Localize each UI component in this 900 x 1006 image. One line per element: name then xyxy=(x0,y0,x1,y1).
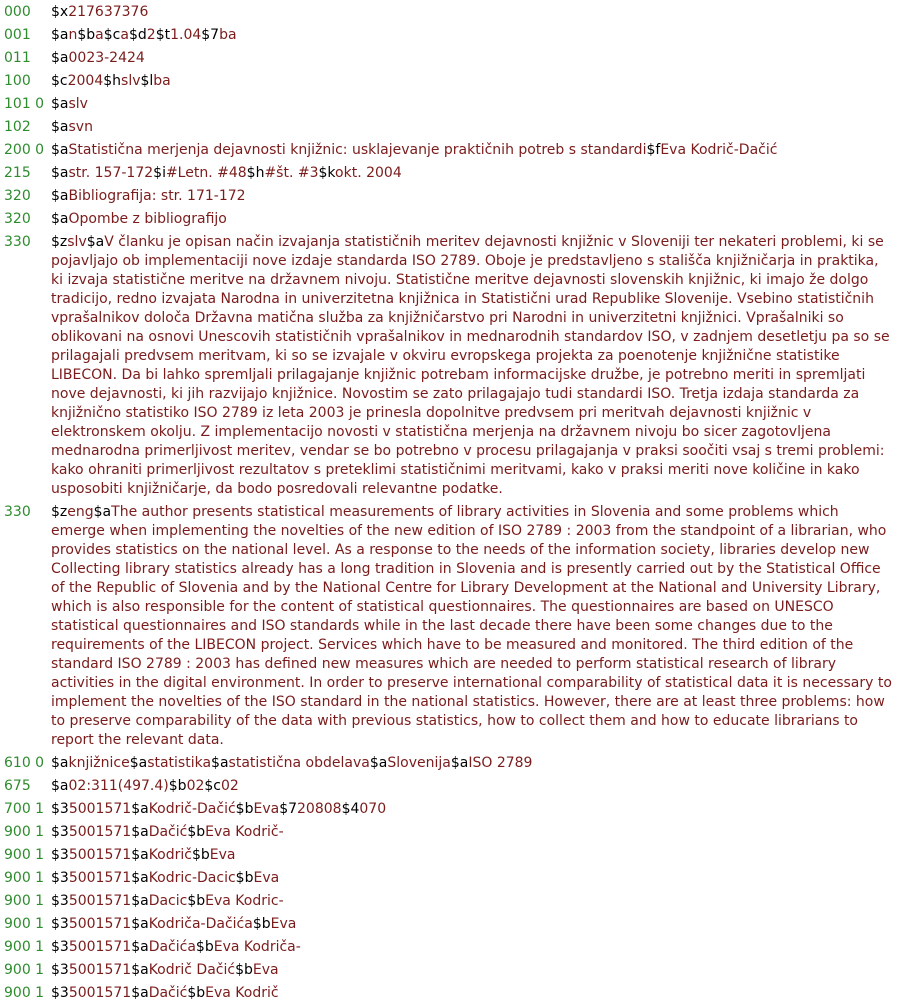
record-field xyxy=(0,233,900,499)
field-tag: 011 xyxy=(4,50,31,66)
subfield-value: 5001571 xyxy=(68,801,132,817)
record-field xyxy=(0,984,900,1003)
subfield-value: 070 xyxy=(359,801,387,817)
subfield-code: $a xyxy=(450,755,469,771)
subfield-code: $h xyxy=(103,73,122,89)
field-tag: 700 1 xyxy=(4,801,45,817)
subfield-code: $a xyxy=(131,939,149,955)
field-content xyxy=(51,846,900,865)
field-tag: 900 1 xyxy=(4,893,45,909)
field-tag: 675 xyxy=(4,778,31,794)
field-content xyxy=(51,233,900,499)
subfield-code: $3 xyxy=(51,870,69,886)
subfield-code: $a xyxy=(51,96,69,112)
field-content xyxy=(51,503,900,750)
subfield-code: $a xyxy=(51,165,69,181)
record-field xyxy=(0,503,900,750)
subfield-code: $a xyxy=(86,234,105,250)
subfield-code: $h xyxy=(246,165,265,181)
field-content xyxy=(51,72,900,91)
subfield-value: Dačića xyxy=(148,939,196,955)
subfield-value: Bibliografija: str. 171-172 xyxy=(68,188,246,204)
record-field xyxy=(0,800,900,819)
subfield-code: $a xyxy=(131,870,149,886)
field-tag: 900 1 xyxy=(4,870,45,886)
field-content xyxy=(51,95,900,114)
record-field xyxy=(0,869,900,888)
subfield-code: $a xyxy=(369,755,388,771)
subfield-value: 02:311(497.4) xyxy=(68,778,169,794)
subfield-value: #št. #3 xyxy=(264,165,319,181)
field-tag: 102 xyxy=(4,119,31,135)
field-content xyxy=(51,892,900,911)
subfield-value: 5001571 xyxy=(68,985,132,1001)
record-field xyxy=(0,892,900,911)
field-tag: 200 0 xyxy=(4,142,45,158)
subfield-value: Eva Kodriča- xyxy=(213,939,301,955)
field-content xyxy=(51,49,900,68)
field-tag: 610 0 xyxy=(4,755,45,771)
subfield-code: $b xyxy=(235,801,254,817)
subfield-value: Eva Kodrič-Dačić xyxy=(660,142,778,158)
subfield-code: $a xyxy=(211,755,229,771)
subfield-value: Slovenija xyxy=(387,755,451,771)
subfield-value: Dačić xyxy=(148,985,188,1001)
subfield-code: $3 xyxy=(51,985,69,1001)
field-content xyxy=(51,141,900,160)
subfield-code: $l xyxy=(140,73,154,89)
record-field xyxy=(0,49,900,68)
subfield-code: $k xyxy=(318,165,336,181)
subfield-value: Eva Kodrič xyxy=(205,985,279,1001)
subfield-code: $3 xyxy=(51,962,69,978)
subfield-code: $b xyxy=(187,985,206,1001)
field-content xyxy=(51,984,900,1003)
subfield-code: $c xyxy=(204,778,221,794)
subfield-code: $b xyxy=(195,939,214,955)
subfield-code: $a xyxy=(131,893,149,909)
subfield-code: $3 xyxy=(51,801,69,817)
record-field xyxy=(0,938,900,957)
subfield-value: 217637376 xyxy=(68,4,149,20)
record-field xyxy=(0,141,900,160)
subfield-code: $b xyxy=(77,27,96,43)
subfield-code: $i xyxy=(153,165,166,181)
record-field xyxy=(0,95,900,114)
subfield-value: #Letn. #48 xyxy=(165,165,247,181)
subfield-value: knjižnice xyxy=(68,755,130,771)
subfield-code: $b xyxy=(187,824,206,840)
field-content xyxy=(51,938,900,957)
subfield-code: $3 xyxy=(51,824,69,840)
subfield-value: 5001571 xyxy=(68,893,132,909)
subfield-value: Eva xyxy=(252,962,279,978)
subfield-value: Kodrič Dačić xyxy=(148,962,236,978)
field-content xyxy=(51,777,900,796)
subfield-code: $3 xyxy=(51,847,69,863)
subfield-value: ISO 2789 xyxy=(468,755,533,771)
subfield-value: Eva xyxy=(209,847,236,863)
subfield-code: $b xyxy=(187,893,206,909)
field-content xyxy=(51,915,900,934)
field-tag: 000 xyxy=(4,4,31,20)
subfield-code: $x xyxy=(51,4,69,20)
record-field xyxy=(0,823,900,842)
field-content xyxy=(51,187,900,206)
subfield-code: $c xyxy=(103,27,121,43)
subfield-value: V članku je opisan način izvajanja statističnih meritev dejavnosti knjižnic v Sloveniji ter nekateri problemi, ki se pojavljajo ob implementaciji nove izdaje standarda ISO 2789. Oboje je predstavljeno s stališča knjižničarja in praktika, ki izvaja statistične meritve na državnem nivoju. Statistične meritve dejavnosti slovenskih knjižnic, ki imajo že dolgo tradicijo, redno izvajata Narodna in univerzitetna knjižnica in Statistični urad Republike Slovenije. Vsebino statističnih vprašalnikov določa Državna matična služba za knjižničarstvo pri Narodni in univerzitetni knjižnici. Vprašalniki so oblikovani na osnovi Unescovih statističnih vprašalnikov in mednarodnih standardov ISO, v zadnjem desetletju pa so se prilagajali predvsem meritvam, ki so se izvajale v okviru evropskega projekta za poenotenje knjižnične statistike LIBECON. Da bi lahko spremljali prilagajanje knjižnic potrebam informacijske družbe, je potrebno meriti in spremljati nove dejavnosti, ki jih razvijajo knjižnice. Novostim se zato prilagajajo tudi standardi ISO. Tretja izdaja standarda za knjižnično statistiko ISO 2789 iz leta 2003 je prinesla dopolnitve predvsem pri meritvah dejavnosti knjižnic v elektronskem okolju. Z implementacijo novosti v statistična merjenja na državnem nivoju bo sicer zagotovljena mednarodna primerljivost meritev, vendar se bo potrebno v procesu prilagajanja v praksi soočiti vsaj s tremi problemi: kako ohraniti primerljivost rezultatov s preteklimi statističnimi meritvami, kako v praksi meriti nove količine in kako usposobiti knjižničarje, da bodo posredovali relevantne podatke. xyxy=(51,234,890,497)
subfield-value: Eva xyxy=(253,870,280,886)
subfield-value: 0023-2424 xyxy=(68,50,145,66)
subfield-code: $d xyxy=(128,27,147,43)
field-tag: 900 1 xyxy=(4,824,45,840)
subfield-value: Opombe z bibliografijo xyxy=(68,211,227,227)
subfield-code: $b xyxy=(235,870,254,886)
field-content xyxy=(51,118,900,137)
subfield-code: $a xyxy=(131,824,149,840)
subfield-code: $b xyxy=(235,962,253,978)
record-field xyxy=(0,3,900,22)
field-tag: 900 1 xyxy=(4,916,45,932)
subfield-value: Kodrič xyxy=(148,847,192,863)
subfield-code: $a xyxy=(51,27,69,43)
subfield-code: $3 xyxy=(51,916,69,932)
field-content xyxy=(51,3,900,22)
subfield-value: statistična obdelava xyxy=(228,755,370,771)
subfield-value: Kodriča-Dačića xyxy=(148,916,253,932)
field-tag: 100 xyxy=(4,73,31,89)
field-tag: 320 xyxy=(4,188,31,204)
subfield-value: 02 xyxy=(221,778,239,794)
field-content xyxy=(51,961,900,980)
subfield-value: The author presents statistical measurements of library activities in Slovenia and some problems which emerge when implementing the novelties of the new edition of ISO 2789 : 2003 from the standpoint of a librarian, who provides statistics on the national level. As a response to the needs of the information society, libraries develop new Collecting library statistics already has a long tradition in Slovenia and is presently carried out by the Statistical Office of the Republic of Slovenia and by the National Centre for Library Development at the National and University Library, which is also responsible for the content of statistical questionnaires. The questionnaires are based on UNESCO statistical questionnaires and ISO standards while in the last decade there have been some changes due to the requirements of the LIBECON project. Services which have to be measured and monitored. The third edition of the standard ISO 2789 : 2003 has defined new measures which are needed to perform statistical research of library activities in the digital environment. In order to preserve international comparability of statistical data it is necessary to implement the novelties of the ISO standard in the national statistics. However, there are at least three problems: how to preserve comparability of the data with previous statistics, how to collect them and how to educate librarians to report the relevant data. xyxy=(51,504,892,748)
record-field xyxy=(0,961,900,980)
subfield-code: $4 xyxy=(341,801,360,817)
field-tag: 900 1 xyxy=(4,985,45,1001)
field-tag: 900 1 xyxy=(4,847,45,863)
field-content xyxy=(51,26,900,45)
subfield-value: 5001571 xyxy=(68,916,132,932)
subfield-value: str. 157-172 xyxy=(68,165,154,181)
subfield-value: Eva Kodrič- xyxy=(205,824,284,840)
subfield-code: $7 xyxy=(201,27,220,43)
field-content xyxy=(51,800,900,819)
subfield-value: n xyxy=(68,27,78,43)
subfield-code: $c xyxy=(51,73,68,89)
subfield-code: $a xyxy=(131,801,149,817)
subfield-code: $a xyxy=(51,50,69,66)
subfield-code: $f xyxy=(646,142,661,158)
record-field xyxy=(0,915,900,934)
field-tag: 101 0 xyxy=(4,96,45,112)
field-tag: 900 1 xyxy=(4,962,45,978)
field-content xyxy=(51,164,900,183)
subfield-code: $a xyxy=(51,778,69,794)
field-tag: 900 1 xyxy=(4,939,45,955)
field-content xyxy=(51,210,900,229)
record-field xyxy=(0,210,900,229)
subfield-value: 5001571 xyxy=(68,847,132,863)
subfield-value: 20808 xyxy=(297,801,342,817)
field-tag: 215 xyxy=(4,165,31,181)
subfield-code: $b xyxy=(191,847,210,863)
subfield-value: ba xyxy=(219,27,237,43)
field-tag: 330 xyxy=(4,234,31,250)
record-field xyxy=(0,754,900,773)
subfield-value: slv xyxy=(68,96,88,112)
subfield-value: 5001571 xyxy=(68,962,132,978)
subfield-value: Dačić xyxy=(148,824,188,840)
field-tag: 330 xyxy=(4,504,31,520)
subfield-code: $b xyxy=(168,778,187,794)
subfield-value: Eva xyxy=(270,916,297,932)
subfield-value: eng xyxy=(67,504,94,520)
subfield-code: $a xyxy=(51,755,69,771)
subfield-code: $z xyxy=(51,504,68,520)
subfield-value: 5001571 xyxy=(68,939,132,955)
record-field xyxy=(0,846,900,865)
field-content xyxy=(51,754,900,773)
field-tag: 320 xyxy=(4,211,31,227)
subfield-value: 5001571 xyxy=(68,870,132,886)
subfield-code: $a xyxy=(131,847,149,863)
record-field xyxy=(0,187,900,206)
subfield-code: $3 xyxy=(51,893,69,909)
subfield-value: slv xyxy=(67,234,87,250)
subfield-value: 02 xyxy=(186,778,205,794)
subfield-code: $b xyxy=(252,916,271,932)
field-content xyxy=(51,869,900,888)
subfield-code: $a xyxy=(129,755,148,771)
field-content xyxy=(51,823,900,842)
subfield-value: Dacic xyxy=(148,893,188,909)
subfield-code: $7 xyxy=(279,801,298,817)
subfield-value: 2004 xyxy=(67,73,104,89)
field-tag: 001 xyxy=(4,27,31,43)
subfield-value: a xyxy=(120,27,129,43)
record-field xyxy=(0,26,900,45)
subfield-code: $a xyxy=(93,504,112,520)
subfield-value: Kodrič-Dačić xyxy=(148,801,236,817)
subfield-value: Eva xyxy=(253,801,280,817)
subfield-code: $a xyxy=(131,916,149,932)
subfield-value: statistika xyxy=(147,755,212,771)
subfield-code: $a xyxy=(51,188,69,204)
record-field xyxy=(0,72,900,91)
subfield-value: svn xyxy=(68,119,93,135)
subfield-code: $a xyxy=(51,142,69,158)
subfield-value: a xyxy=(95,27,104,43)
record-field xyxy=(0,777,900,796)
subfield-value: Eva Kodric- xyxy=(205,893,284,909)
subfield-value: 5001571 xyxy=(68,824,132,840)
subfield-code: $a xyxy=(51,211,69,227)
record-field xyxy=(0,164,900,183)
subfield-code: $z xyxy=(51,234,68,250)
subfield-code: $3 xyxy=(51,939,69,955)
subfield-value: slv xyxy=(121,73,141,89)
subfield-code: $t xyxy=(155,27,171,43)
subfield-value: Kodric-Dacic xyxy=(148,870,236,886)
subfield-value: okt. 2004 xyxy=(335,165,402,181)
subfield-value: Statistična merjenja dejavnosti knjižnic: usklajevanje praktičnih potreb s standardi xyxy=(68,142,647,158)
subfield-value: ba xyxy=(153,73,171,89)
record-field xyxy=(0,118,900,137)
subfield-code: $a xyxy=(131,962,149,978)
subfield-code: $a xyxy=(51,119,69,135)
subfield-value: 2 xyxy=(146,27,156,43)
subfield-value: 1.04 xyxy=(170,27,202,43)
subfield-code: $a xyxy=(131,985,149,1001)
